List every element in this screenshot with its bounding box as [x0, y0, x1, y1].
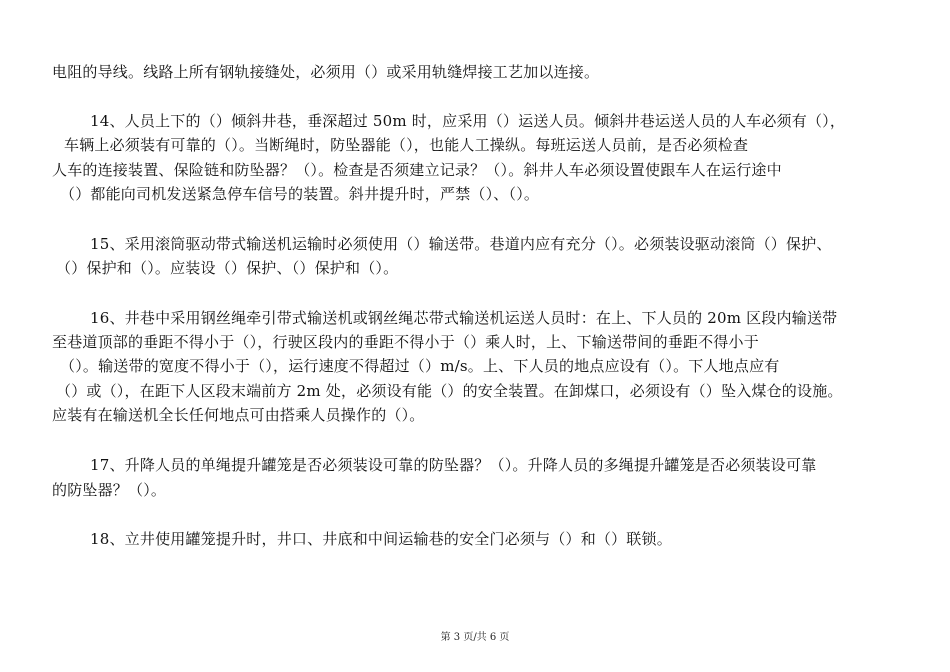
- text-line: 至巷道顶部的垂距不得小于（），行驶区段内的垂距不得小于（）乘人时，上、下输送带间的垂距不得小于: [52, 333, 759, 351]
- text-line: 车辆上必须装有可靠的（）。当断绳时，防坠器能（），也能人工操纵。每班运送人员前，是否必须检查: [64, 136, 749, 154]
- text-line: （）都能向司机发送紧急停车信号的装置。斜井提升时，严禁（）、（）。: [60, 185, 540, 203]
- question-14-line: 14、人员上下的（）倾斜井巷，垂深超过 50m 时，应采用（）运送人员。倾斜井巷运送人员的人车必须有（），: [90, 112, 846, 130]
- question-16-line: 16、井巷中采用钢丝绳牵引带式输送机或钢丝绳芯带式输送机运送人员时：在上、下人员的 20m 区段内输送带: [90, 309, 838, 327]
- text-line: 应装有在输送机全长任何地点可由搭乘人员操作的（）。: [52, 406, 425, 424]
- text-line: 电阻的导线。线路上所有钢轨接缝处，必须用（）或采用轨缝焊接工艺加以连接。: [52, 63, 600, 81]
- question-15-line: 15、采用滚筒驱动带式输送机运输时必须使用（）输送带。巷道内应有充分（）。必须装设驱动滚筒（）保护、: [90, 235, 832, 253]
- question-17-line: 17、升降人员的单绳提升罐笼是否必须装设可靠的防坠器？（）。升降人员的多绳提升罐笼是否必须装设可靠: [90, 456, 817, 474]
- text-line: 人车的连接装置、保险链和防坠器？（）。检查是否须建立记录？（）。斜井人车必须设置使跟车人在运行途中: [52, 161, 782, 179]
- page-number: 第 3 页/共 6 页: [440, 632, 510, 643]
- text-line: （）或（），在距下人区段末端前方 2m 处，必须设有能（）的安全装置。在卸煤口，必须设有（）坠入煤仓的设施。: [56, 382, 843, 400]
- text-line: （）。输送带的宽度不得小于（），运行速度不得超过（）m/s。上、下人员的地点应设有（）。下人地点应有: [60, 357, 780, 375]
- text-line: 的防坠器？（）。: [52, 481, 167, 499]
- question-18-line: 18、立井使用罐笼提升时，井口、井底和中间运输巷的安全门必须与（）和（）联锁。: [90, 530, 672, 548]
- text-line: （）保护和（）。应装设（）保护、（）保护和（）。: [56, 259, 399, 277]
